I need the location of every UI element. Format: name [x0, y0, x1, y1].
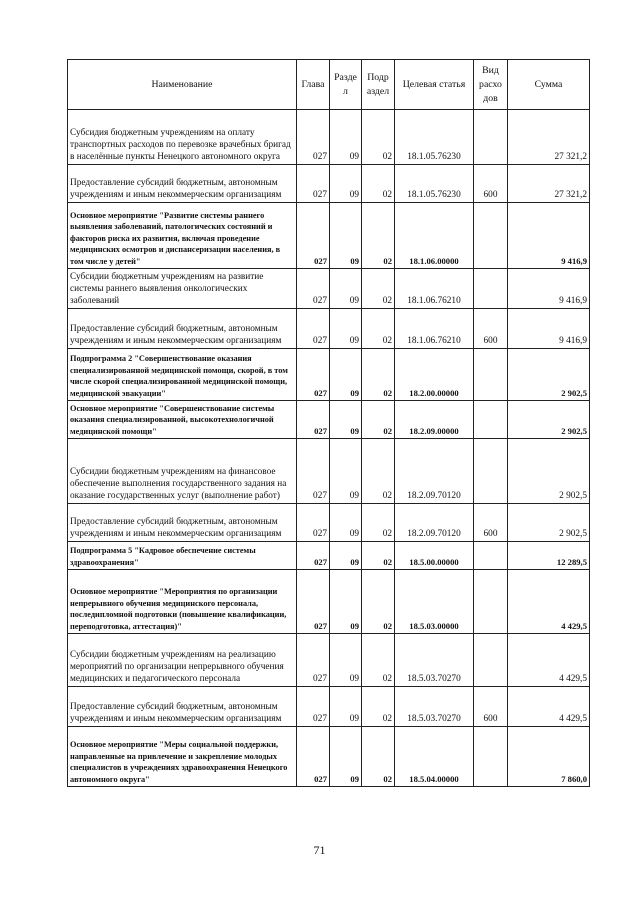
table-row	[68, 349, 590, 401]
header-name: Наименование	[68, 60, 297, 110]
cell-expense-type	[474, 349, 508, 401]
cell-target: 18.5.00.00000	[395, 542, 474, 570]
cell-chapter: 027	[297, 570, 330, 634]
cell-section: 09	[330, 203, 362, 269]
cell-amount: 2 902,5	[508, 504, 590, 542]
table-row	[68, 203, 590, 269]
cell-amount: 12 289,5	[508, 542, 590, 570]
cell-expense-type	[474, 269, 508, 309]
cell-section: 09	[330, 401, 362, 439]
cell-section: 09	[330, 165, 362, 203]
cell-target: 18.5.03.00000	[395, 570, 474, 634]
cell-expense-type	[474, 439, 508, 504]
table-body	[68, 110, 590, 787]
cell-section: 09	[330, 110, 362, 165]
cell-amount: 9 416,9	[508, 309, 590, 349]
cell-name: Субсидия бюджетным учреждениям на оплату транспортных расходов по перевозке врачебных бригад в населённые пункты Ненецкого автономного округа	[68, 110, 297, 165]
cell-expense-type	[474, 727, 508, 787]
cell-expense-type	[474, 570, 508, 634]
cell-subsection: 02	[362, 727, 395, 787]
cell-name: Субсидии бюджетным учреждениям на реализацию мероприятий по организации непрерывного обучения медицинских и педагогического персонала	[68, 634, 297, 687]
cell-amount: 9 416,9	[508, 269, 590, 309]
cell-subsection: 02	[362, 542, 395, 570]
cell-subsection: 02	[362, 634, 395, 687]
cell-name: Основное мероприятие "Мероприятия по организации непрерывного обучения медицинского персонала, последипломной подготовки (повышение квалификации, переподготовка, аттестация)"	[68, 570, 297, 634]
cell-chapter: 027	[297, 269, 330, 309]
header-subsection: Подр аздел	[362, 60, 395, 110]
cell-subsection: 02	[362, 687, 395, 727]
cell-subsection: 02	[362, 504, 395, 542]
cell-section: 09	[330, 727, 362, 787]
cell-target: 18.5.04.00000	[395, 727, 474, 787]
cell-amount: 4 429,5	[508, 570, 590, 634]
cell-name: Основное мероприятие "Меры социальной поддержки, направленные на привлечение и закрепление молодых специалистов в учреждениях здравоохранения Ненецкого автономного округа"	[68, 727, 297, 787]
table-row	[68, 439, 590, 504]
cell-amount: 9 416,9	[508, 203, 590, 269]
cell-name: Субсидии бюджетным учреждениям на развитие системы раннего выявления онкологических заболеваний	[68, 269, 297, 309]
cell-subsection: 02	[362, 401, 395, 439]
cell-section: 09	[330, 570, 362, 634]
cell-subsection: 02	[362, 309, 395, 349]
cell-expense-type: 600	[474, 687, 508, 727]
cell-expense-type: 600	[474, 309, 508, 349]
cell-expense-type: 600	[474, 504, 508, 542]
cell-target: 18.1.06.00000	[395, 203, 474, 269]
cell-amount: 2 902,5	[508, 439, 590, 504]
cell-chapter: 027	[297, 439, 330, 504]
cell-target: 18.1.05.76230	[395, 110, 474, 165]
cell-subsection: 02	[362, 269, 395, 309]
cell-name: Подпрограмма 5 "Кадровое обеспечение системы здравоохранения"	[68, 542, 297, 570]
cell-chapter: 027	[297, 634, 330, 687]
cell-section: 09	[330, 269, 362, 309]
cell-amount: 27 321,2	[508, 165, 590, 203]
cell-chapter: 027	[297, 165, 330, 203]
cell-chapter: 027	[297, 349, 330, 401]
cell-section: 09	[330, 349, 362, 401]
cell-expense-type	[474, 203, 508, 269]
page-number: 71	[313, 843, 326, 857]
cell-expense-type	[474, 110, 508, 165]
table-header-row	[68, 60, 590, 110]
cell-chapter: 027	[297, 542, 330, 570]
cell-target: 18.2.09.00000	[395, 401, 474, 439]
cell-name: Предоставление субсидий бюджетным, автономным учреждениям и иным некоммерческим организациям	[68, 165, 297, 203]
cell-target: 18.1.06.76210	[395, 269, 474, 309]
cell-expense-type	[474, 542, 508, 570]
cell-expense-type	[474, 634, 508, 687]
cell-target: 18.5.03.70270	[395, 634, 474, 687]
cell-name: Подпрограмма 2 "Совершенствование оказания специализированной медицинской помощи, скорой, в том числе скорой специализированной медицинской помощи, медицинской эвакуации"	[68, 349, 297, 401]
cell-chapter: 027	[297, 401, 330, 439]
cell-name: Основное мероприятие "Развитие системы раннего выявления заболеваний, патологических состояний и факторов риска их развития, включая проведение медицинских осмотров и диспансеризации населения, в том числе у детей"	[68, 203, 297, 269]
cell-subsection: 02	[362, 439, 395, 504]
header-section: Разде л	[330, 60, 362, 110]
header-chapter: Глава	[297, 60, 330, 110]
table-row	[68, 269, 590, 309]
table-row	[68, 570, 590, 634]
cell-expense-type: 600	[474, 165, 508, 203]
cell-chapter: 027	[297, 203, 330, 269]
cell-subsection: 02	[362, 570, 395, 634]
table-row	[68, 504, 590, 542]
cell-name: Основное мероприятие "Совершенствование системы оказания специализированной, высокотехнологичной медицинской помощи"	[68, 401, 297, 439]
table-row	[68, 309, 590, 349]
cell-section: 09	[330, 439, 362, 504]
table-row	[68, 634, 590, 687]
cell-chapter: 027	[297, 110, 330, 165]
cell-name: Предоставление субсидий бюджетным, автономным учреждениям и иным некоммерческим организациям	[68, 504, 297, 542]
cell-amount: 2 902,5	[508, 349, 590, 401]
table-row	[68, 110, 590, 165]
header-expense-type: Вид расхо дов	[474, 60, 508, 110]
cell-amount: 4 429,5	[508, 687, 590, 727]
cell-name: Предоставление субсидий бюджетным, автономным учреждениям и иным некоммерческим организациям	[68, 309, 297, 349]
cell-section: 09	[330, 504, 362, 542]
table-row	[68, 687, 590, 727]
cell-amount: 7 860,0	[508, 727, 590, 787]
cell-expense-type	[474, 401, 508, 439]
header-amount: Сумма	[508, 60, 590, 110]
cell-target: 18.2.00.00000	[395, 349, 474, 401]
table-row	[68, 542, 590, 570]
cell-subsection: 02	[362, 165, 395, 203]
table-row	[68, 165, 590, 203]
cell-chapter: 027	[297, 504, 330, 542]
cell-target: 18.2.09.70120	[395, 504, 474, 542]
cell-chapter: 027	[297, 309, 330, 349]
table-row	[68, 727, 590, 787]
cell-name: Предоставление субсидий бюджетным, автономным учреждениям и иным некоммерческим организациям	[68, 687, 297, 727]
cell-subsection: 02	[362, 203, 395, 269]
cell-section: 09	[330, 634, 362, 687]
cell-subsection: 02	[362, 110, 395, 165]
cell-chapter: 027	[297, 727, 330, 787]
cell-subsection: 02	[362, 349, 395, 401]
cell-target: 18.2.09.70120	[395, 439, 474, 504]
cell-amount: 4 429,5	[508, 634, 590, 687]
cell-amount: 27 321,2	[508, 110, 590, 165]
cell-target: 18.1.06.76210	[395, 309, 474, 349]
budget-table	[67, 59, 590, 787]
header-target: Целевая статья	[395, 60, 474, 110]
cell-name: Субсидии бюджетным учреждениям на финансовое обеспечение выполнения государственного задания на оказание государственных услуг (выполнение работ)	[68, 439, 297, 504]
cell-chapter: 027	[297, 687, 330, 727]
cell-amount: 2 902,5	[508, 401, 590, 439]
cell-section: 09	[330, 309, 362, 349]
table-row	[68, 401, 590, 439]
cell-target: 18.5.03.70270	[395, 687, 474, 727]
cell-section: 09	[330, 687, 362, 727]
cell-target: 18.1.05.76230	[395, 165, 474, 203]
cell-section: 09	[330, 542, 362, 570]
